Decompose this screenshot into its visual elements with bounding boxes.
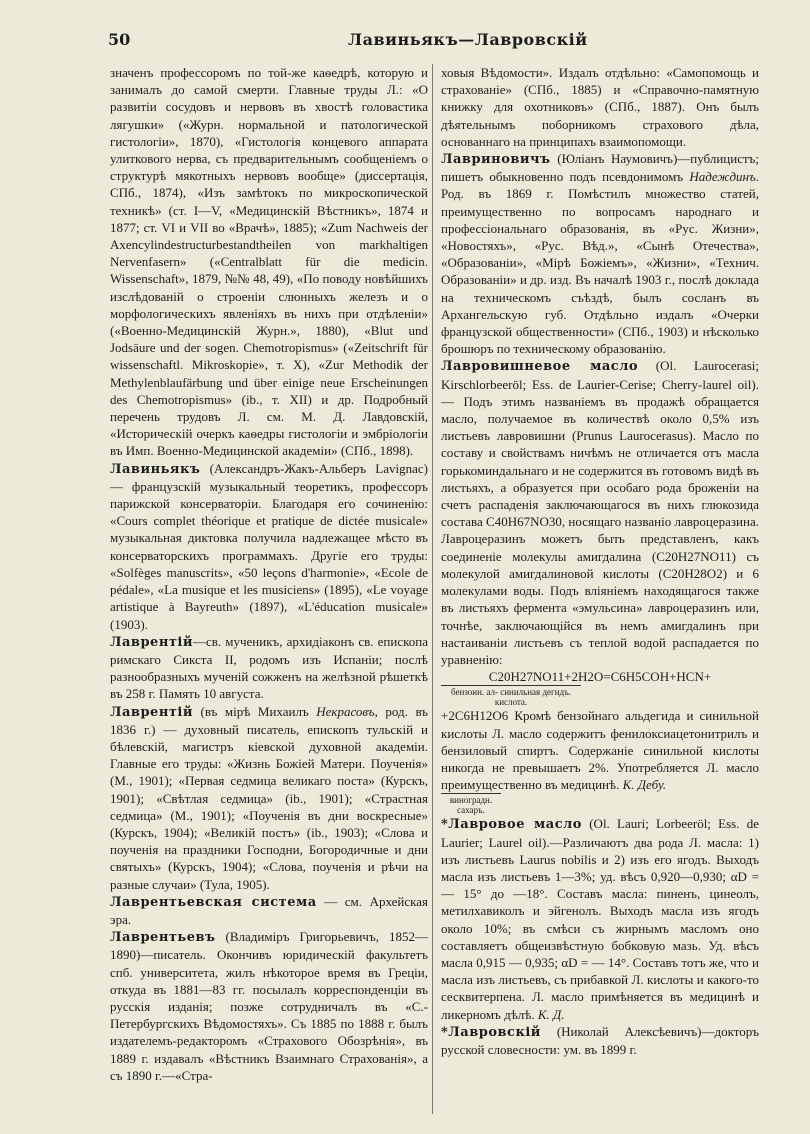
chemical-equation-continued: +2C6H12O6 Кромѣ бензойнаго альдегида и синильной кислоты Л. масло содержитъ фенилоксиацетонитрилъ и бензиловый спиртъ. Содержаніе синильной кислоты никогда не превышаетъ 2%. Употребляется Л. масло преимущественно въ медицинѣ. К. Дебу. <box>441 708 759 793</box>
column-divider <box>432 64 433 1114</box>
running-title: Лавиньякъ—Лавровскій <box>348 30 588 49</box>
headword: Лавровишневое масло <box>441 359 639 375</box>
headword: Лаврентьевъ <box>110 930 216 946</box>
entry-lavrentiy-martyr: Лаврентій—св. мученикъ, архидіаконъ св. епископа римскаго Сикста II, родомъ изъ Испаніи; послѣ разнообразныхъ мученій сожженъ на желѣзной рѣшеткѣ въ 258 г. Память 10 августа. <box>110 633 428 702</box>
chemical-equation: C20H27NO11+2H2O=C6H5COH+HCN+ <box>488 669 712 685</box>
entry-lavrovishnevoe-maslo: Лавровишневое масло (Ol. Laurocerasi; Kirschlorbeeröl; Ess. de Laurier-Cerise; Cherry-laurel oil). — Подъ этимъ названіемъ въ продажѣ обращается масло, получаемое въ количествѣ около 0,5% изъ листьевъ лавровишни (Prunus Laurocerasus). Масло по составу и свойствамъ ничѣмъ не отличается отъ масла горькоминдальнаго и не содержится въ готовомъ видѣ въ листьяхъ, а образуется при особаго рода броженіи на счетъ распаденія заключающагося въ нихъ глюкозида состава C40H67NO30, носящаго названіо лавроцеразина. Лавроцеразинъ можетъ быть представленъ, какъ соединеніе молекулы амигдалина (C20H27NO11) съ молекулой амигдалиновой кислоты (C20H28O2) и 6 молекулами воды. Подъ вліяніемъ находящагося также въ листьяхъ фермента «эмульсина» лавроцеразинъ или, точнѣе, заключающійся въ немъ амигдалинъ при настаиваніи листьевъ съ теплой водой распадается по уравненію: <box>441 358 759 667</box>
headword: Лаврентій <box>110 704 193 720</box>
headword: *Лавровскій <box>441 1024 541 1040</box>
entry-lavrinovich: Лавриновичъ (Юліанъ Наумовичъ)—публицистъ; пишетъ обыкновенно подъ псевдонимомъ Надеждинъ. Род. въ 1869 г. Помѣстилъ множество статей, преимущественно по вопросамъ народнаго и профессіональнаго образованія, въ «Рус. Жизни», «Новостяхъ», «Рус. Вѣд.», «Сынѣ Отечества», «Образованіи», «Мірѣ Божіемъ», «Жизни», «Технич. Образованіи» и др. изд. Въ началѣ 1903 г., послѣ доклада на техническомъ съѣздѣ, былъ сосланъ въ Архангельскую губ. Отдѣльно издалъ «Очерки французской общественности» (СПб., 1903) и нѣсколько брошюръ по техническому образованію. <box>441 151 759 357</box>
entry-lavrovsky: *Лавровскій (Николай Алексѣевичъ)—докторъ русской словесности: ум. въ 1899 г. <box>441 1023 759 1057</box>
entry-lavrentiy-bishop: Лаврентій (въ мірѣ Михаилъ Некрасовъ, род. въ 1836 г.) — духовный писатель, епископъ тульскій и бѣлевскій, магистръ кіевской духовной академіи. Главные его труды: «Жизнь Божіей Матери. Поученія» (М., 1901); «Первая седмица великаго поста» (Курскъ, 1901); «Свѣтлая седмица» (ib., 1901); «Страстная седмица» (М., 1901); «Поученія въ дни воскресные» (Курскъ, 1904); «Великій постъ» (ib., 1903); «Слова и поученія на праздники Господни, Богородичные и дни святыхъ» (Курскъ, 1904); «Слова, поученія и рѣчи на разные случаи» (Тула, 1905). <box>110 703 429 892</box>
entry-lavrentyevskaya-sistema: Лаврентьевская система — см. Архейская эра. <box>110 893 428 927</box>
headword: Лавриновичъ <box>441 152 551 168</box>
page-number: 50 <box>108 30 131 49</box>
equation-annotation: бензоин. ал- синильная дегидъ. кислота. <box>441 685 581 707</box>
entry-continuation: ховыя Вѣдомости». Издалъ отдѣльно: «Самопомощь и страхованіе» (СПб., 1885) и «Справочно-памятную книжку для охотниковъ» (СПб., 1887). Онъ былъ дѣятельнымъ поборникомъ страхового дѣла, основаннаго на принципахъ взаимопомощи. <box>441 65 759 149</box>
signature: К. Дебу. <box>622 777 667 793</box>
entry-lavignac: Лавиньякъ (Александръ-Жакъ-Альберъ Lavignac) — французскій музыкальный теоретикъ, профессоръ парижской консерваторіи. Благодаря его сочиненію: «Cours complet théorique et pratique de dictée musicale» музыкальная диктовка получила надлежащее мѣсто въ консерваторскихъ программахъ. Другіе его труды: «Solfèges manuscrits», «50 leçons d'harmonie», «Ecole de pédale», «La musique et les musiciens» (1895), «Le voyage artistique à Bayreuth» (1897), «L'éducation musicale» (1903). <box>110 460 428 632</box>
headword: Лавиньякъ <box>110 461 201 477</box>
right-column <box>441 64 759 1058</box>
entry-lavrentyev: Лаврентьевъ (Владиміръ Григорьевичъ, 1852—1890)—писатель. Окончивъ юридическій факультетъ спб. университета, жилъ нѣкоторое время въ Греціи, откуда въ 1881—83 гг. посылалъ корреспонденціи въ русскія изданія; позже сотрудничалъ въ «С.-Петербургскихъ Вѣдомостяхъ». Съ 1885 по 1888 г. былъ издателемъ-редакторомъ «Страхового Обозрѣнія», въ 1889 г. издавалъ «Вѣстникъ Взаимнаго Страхованія», а съ 1890 г.—«Стра- <box>110 929 428 1083</box>
headword: Лаврентій <box>110 634 193 650</box>
signature: К. Д. <box>537 1006 565 1022</box>
left-column <box>110 64 428 1084</box>
headword: *Лавровое масло <box>441 817 582 833</box>
equation-annotation: виноградн. сахаръ. <box>441 793 501 815</box>
headword: Лаврентьевская система <box>110 894 317 910</box>
entry-continuation: значенъ профессоромъ по той-же каѳедрѣ, которую и занималъ до самой смерти. Главные труды Л.: «О развитіи сосудовъ и нервовъ въ хвостѣ головастика лягушки» («Журн. нормальной и патологической гистологіи», 1870), «Гистологія концевого аппарата улиткового нерва, съ предварительнымъ сообщеніемъ о структурѣ мякотныхъ нервовъ вообще» (диссертація, СПб., 1874), «Изъ замѣтокъ по микроскопической техникѣ» (ст. I—V, «Медицинскій Вѣстникъ», 1874 и 1877; ст. VI и VII во «Врачѣ», 1885); «Zum Nachweis der Axencylindestructurbestandtheilen von markhaltigen Nervenfasern» («Centralblatt für die medicin. Wissenschaft», 1879, №№ 48, 49), «По поводу новѣйшихъ изслѣдованій о строеніи слюнныхъ железъ и о морфологическихъ явленіяхъ въ нихъ при отдѣленіи» («Военно-Медицинскій Журн.», 1880), «Blut und Jodsäure und der sogen. Chemotropismus» («Zeitschrift für wissenschaftl. Mikroskopie», т. X), «Zur Methodik der Methylenblaufärbung und über einige neue Erscheinungen des Chemotropismus» (ib., т. XII) и др. Подробный перечень трудовъ Л. см. М. Д. Лавдовскій, «Историческій очеркъ каѳедры гистологіи и эмбріологіи въ Имп. Военно-Медицинской академіи» (СПб., 1898). <box>110 65 428 459</box>
page-header <box>108 30 768 52</box>
entry-lavrovoe-maslo: *Лавровое масло (Ol. Lauri; Lorbeeröl; Ess. de Laurier; Laurel oil).—Различаютъ два рода Л. масла: 1) изъ листьевъ Laurus nobilis и 2) изъ его ягодъ. Выходъ масла изъ листьевъ 1—3%; уд. вѣсъ 0,920—0,930; αD = — 15° до —18°. Составъ масла: пиненъ, цинеолъ, метилхавиколъ и эйгенолъ. Выходъ масла изъ ягодъ около 10%; въ смѣси съ жирнымъ масломъ оно составляетъ общеизвѣстную бобковую мазь. Уд. вѣсъ масла 0,915 — 0,935; αD = — 14°. Составъ тотъ же, что и масла изъ листьевъ, съ прибавкой Л. кислоты и какого-то сесквитерпена. Л. масло примѣняется въ медицинѣ и ликерномъ дѣлѣ. К. Д. <box>441 816 759 1022</box>
